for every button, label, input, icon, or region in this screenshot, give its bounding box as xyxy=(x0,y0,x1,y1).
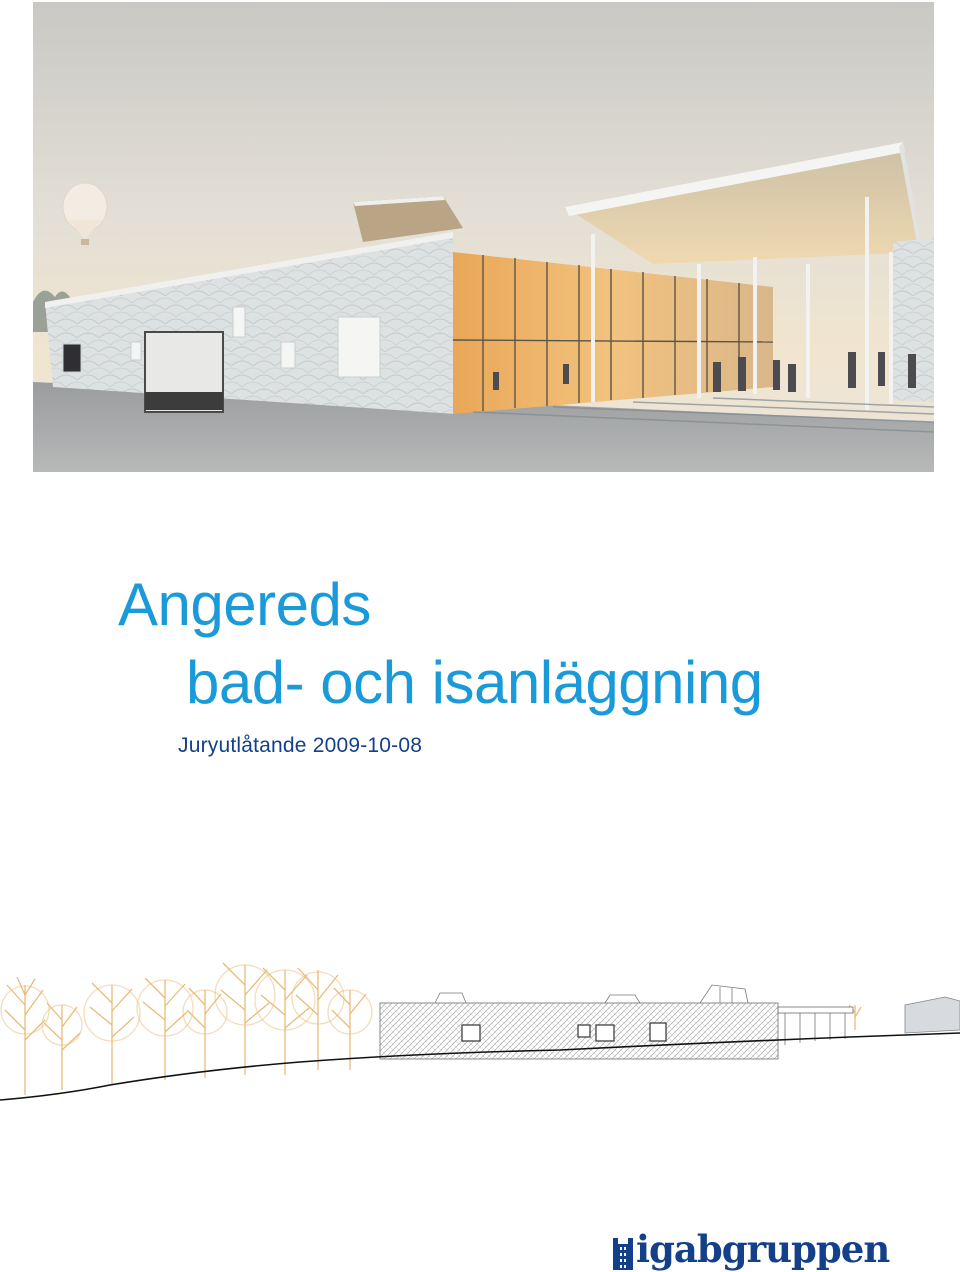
document-title-line-1: Angereds xyxy=(118,571,371,638)
document-title-line-2: bad- och isanläggning xyxy=(186,649,763,716)
higabgruppen-logo xyxy=(612,1222,889,1272)
hero-rendering-image xyxy=(33,2,934,472)
logo-text: igabgruppen xyxy=(636,1227,890,1271)
document-subtitle: Juryutlåtande 2009-10-08 xyxy=(178,734,423,757)
site-elevation-drawing xyxy=(0,945,960,1110)
higab-building-icon xyxy=(612,1232,634,1272)
